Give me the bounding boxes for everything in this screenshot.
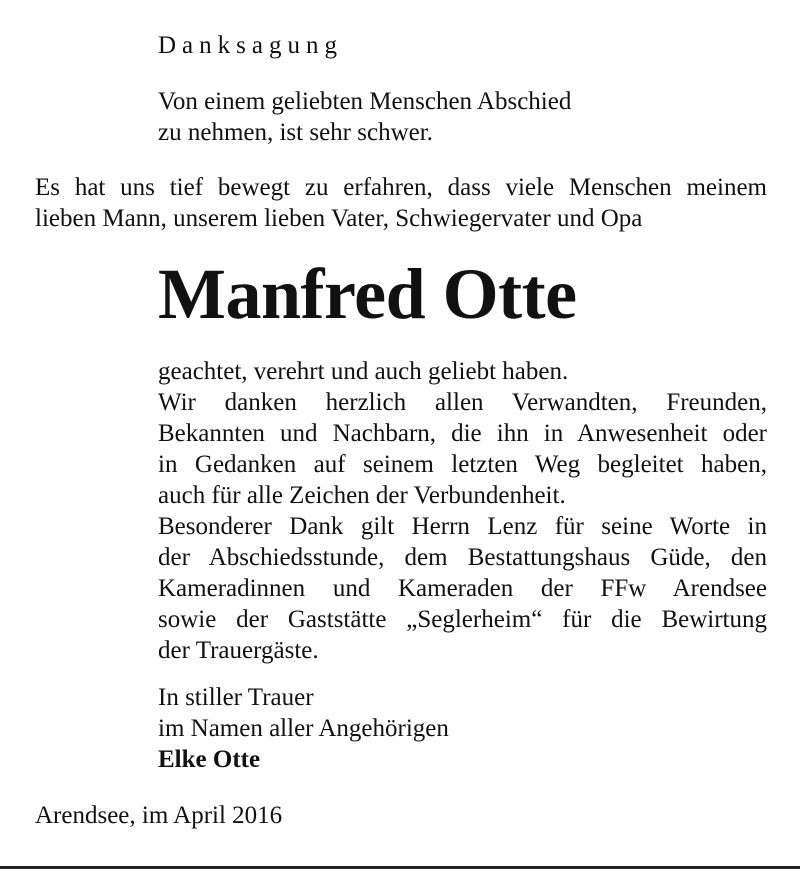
- intro-paragraph: [35, 172, 767, 234]
- signature-line: In stiller Trauer: [158, 684, 314, 711]
- deceased-name: Manfred Otte: [158, 254, 577, 334]
- body-line: der Abschiedsstunde, dem Bestattungshaus Güde, den: [158, 544, 767, 571]
- signer-name: Elke Otte: [158, 746, 261, 773]
- notice-heading: [158, 30, 343, 61]
- body-line: geachtet, verehrt und auch geliebt haben.: [158, 358, 569, 385]
- intro-line: lieben Mann, unserem lieben Vater, Schwiegervater und Opa: [35, 205, 643, 232]
- signature-block: [158, 682, 449, 775]
- heading-text: Danksagung: [158, 32, 343, 59]
- quote-line: zu nehmen, ist sehr schwer.: [158, 119, 433, 146]
- signature-line: im Namen aller Angehörigen: [158, 715, 449, 742]
- intro-line: Es hat uns tief bewegt zu erfahren, dass viele Menschen meinem: [35, 174, 767, 201]
- body-line: sowie der Gaststätte „Seglerheim“ für die Bewirtung: [158, 606, 767, 633]
- body-line: Besonderer Dank gilt Herrn Lenz für seine Worte in: [158, 513, 767, 540]
- thanks-paragraph: [158, 356, 767, 666]
- body-line: Kameradinnen und Kameraden der FFw Arendsee: [158, 575, 767, 602]
- body-line: in Gedanken auf seinem letzten Weg begleitet haben,: [158, 451, 767, 478]
- body-line: Wir danken herzlich allen Verwandten, Freunden,: [158, 389, 767, 416]
- opening-quote: [158, 86, 571, 148]
- body-line: der Trauergäste.: [158, 637, 319, 664]
- body-line: auch für alle Zeichen der Verbundenheit.: [158, 482, 566, 509]
- place-and-date: Arendsee, im April 2016: [35, 802, 283, 829]
- body-line: Bekannten und Nachbarn, die ihn in Anwesenheit oder: [158, 420, 767, 447]
- quote-line: Von einem geliebten Menschen Abschied: [158, 88, 572, 115]
